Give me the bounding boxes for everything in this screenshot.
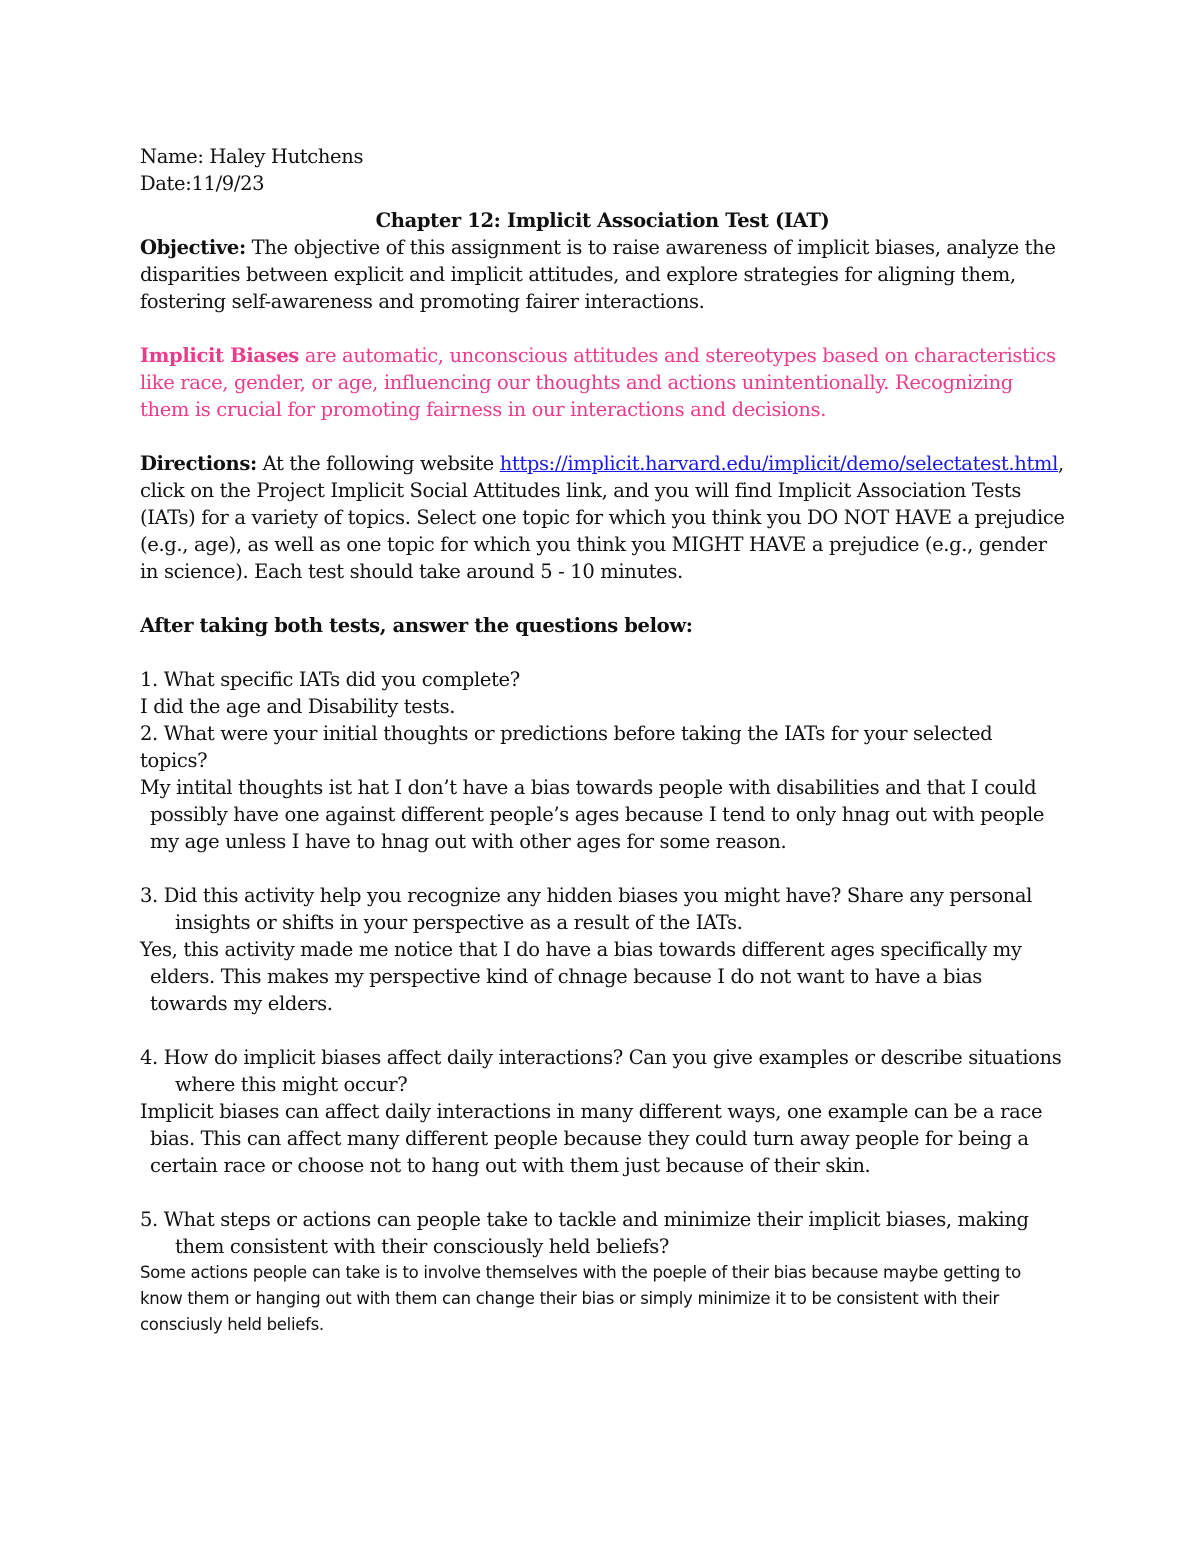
implicit-biases-text: are automatic, unconscious attitudes and stereotypes based on characteristics like race, gender, or age, influencing our thoughts and actions unintentionally. Recognizing them is crucial for promoting fairness in our interactions and decisions. bbox=[140, 344, 1056, 421]
directions-label: Directions: bbox=[140, 452, 257, 475]
question-1: 1. What specific IATs did you complete? bbox=[140, 668, 520, 691]
implicit-biases-label: Implicit Biases bbox=[140, 344, 299, 367]
directions-text-after: , click on the Project Implicit Social Attitudes link, and you will find Implicit Association Tests (IATs) for a variety of topics. Select one topic for which you think you DO NOT HAVE a prejudice (e.g., age), as well as one topic for which you think you MIGHT HAVE a prejudice (e.g., gender in science). Each test should take around 5 - 10 minutes. bbox=[140, 452, 1065, 583]
answer-2: My intital thoughts ist hat I don’t have a bias towards people with disabilities and that I could possibly have one against different people’s ages because I tend to only hnag out with people my age unless I have to hnag out with other ages for some reason. bbox=[140, 776, 1045, 853]
directions-paragraph bbox=[140, 450, 1065, 585]
student-name: Name: Haley Hutchens bbox=[140, 145, 364, 168]
question-4: 4. How do implicit biases affect daily interactions? Can you give examples or describe situations where this might occur? bbox=[140, 1046, 1062, 1096]
question-5: 5. What steps or actions can people take to tackle and minimize their implicit biases, making them consistent with their consciously held beliefs? bbox=[140, 1208, 1029, 1258]
document-page bbox=[140, 143, 1065, 1338]
directions-text-before: At the following website bbox=[256, 452, 500, 475]
answer-3: Yes, this activity made me notice that I do have a bias towards different ages specifically my elders. This makes my perspective kind of chnage because I do not want to have a bias towards my elders. bbox=[140, 938, 1022, 1015]
instruction-heading: After taking both tests, answer the questions below: bbox=[140, 614, 693, 637]
assignment-date: Date:11/9/23 bbox=[140, 172, 265, 195]
iat-website-link[interactable]: https://implicit.harvard.edu/implicit/demo/selectatest.html bbox=[499, 452, 1058, 475]
objective-label: Objective: bbox=[140, 236, 246, 259]
answer-1: I did the age and Disability tests. bbox=[140, 695, 456, 718]
document-title: Chapter 12: Implicit Association Test (IAT) bbox=[375, 209, 830, 232]
objective-text: The objective of this assignment is to raise awareness of implicit biases, analyze the disparities between explicit and implicit attitudes, and explore strategies for aligning them, fostering self-awareness and promoting fairer interactions. bbox=[140, 236, 1056, 313]
objective-paragraph bbox=[140, 234, 1065, 315]
implicit-biases-paragraph bbox=[140, 342, 1065, 423]
question-3: 3. Did this activity help you recognize any hidden biases you might have? Share any personal insights or shifts in your perspective as a result of the IATs. bbox=[140, 884, 1033, 934]
answer-4: Implicit biases can affect daily interactions in many different ways, one example can be a race bias. This can affect many different people because they could turn away people for being a certain race or choose not to hang out with them just because of their skin. bbox=[140, 1100, 1043, 1177]
question-2: 2. What were your initial thoughts or predictions before taking the IATs for your selected topics? bbox=[140, 722, 993, 772]
answer-5: Some actions people can take is to involve themselves with the poeple of their bias because maybe getting to know them or hanging out with them can change their bias or simply minimize it to be consistent with their consciusly held beliefs. bbox=[140, 1263, 1021, 1334]
